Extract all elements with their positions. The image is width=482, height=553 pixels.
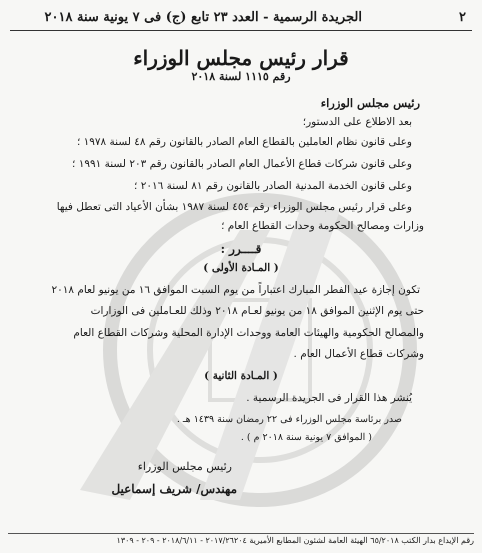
issuer: رئيس مجلس الوزراء: [320, 96, 420, 110]
page-header: [10, 8, 472, 31]
article-2-line: يُنشر هذا القرار فى الجريدة الرسمية .: [246, 392, 412, 404]
preamble-line: وزارات ومصالح الحكومة وحدات القطاع العام ؛: [221, 220, 424, 232]
decree-title: قرار رئيس مجلس الوزراء: [133, 46, 349, 70]
article-1-line: وشركات قطاع الأعمال العام .: [293, 348, 424, 360]
preamble-line: وعلى قرار رئيس مجلس الوزراء رقم ٤٥٤ لسنة ١٩٨٧ بشأن الأعياد التى تعطل فيها: [56, 201, 412, 213]
footer-deposit: [8, 533, 474, 545]
article-2-heading: ( المـادة الثانية ): [204, 370, 278, 382]
issued-date: ( الموافق ٧ يونية سنة ٢٠١٨ م ) .: [240, 432, 372, 443]
signature-name: مهندس/ شريف إسماعيل: [111, 482, 237, 496]
decree-number: رقم ١١١٥ لسنة ٢٠١٨: [191, 70, 291, 83]
signature-role: رئيس مجلس الوزراء: [137, 460, 232, 473]
preamble-line: وعلى قانون نظام العاملين بالقطاع العام الصادر بالقانون رقم ٤٨ لسنة ١٩٧٨ ؛: [76, 136, 412, 148]
gazette-issue: الجريدة الرسمية - العدد ٢٣ تابع (ج) فى ٧ يونية سنة ٢٠١٨: [44, 10, 362, 25]
article-1-heading: ( المـادة الأولى ): [203, 262, 279, 274]
preamble-line: وعلى قانون شركات قطاع الأعمال العام الصادر بالقانون رقم ٢٠٣ لسنة ١٩٩١ ؛: [72, 158, 412, 170]
preamble-line: وعلى قانون الخدمة المدنية الصادر بالقانون رقم ٨١ لسنة ٢٠١٦ ؛: [134, 180, 412, 192]
article-1-line: تكون إجازة عيد الفطر المبارك اعتباراً من يوم السبت الموافق ١٦ من يونيو لعام ٢٠١٨: [51, 284, 420, 296]
preamble-line: بعد الاطلاع على الدستور؛: [302, 116, 412, 128]
article-1-line: والمصالح الحكومية والهيئات العامة ووحدات الإدارة المحلية وشركات القطاع العام: [73, 327, 424, 339]
decided-label: قــــرر :: [220, 242, 262, 256]
footer-text: رقم الإيداع بدار الكتب ٦٥/٢٠١٨ الهيئة العامة لشئون المطابع الأميرية ٢٠١٧/٢٦٢٠٤ - ٢٠١٨/٦/١١ - ٢٠٩ - ١٣٠٩: [116, 536, 474, 545]
page-number: ٢: [459, 10, 466, 25]
article-1-line: حتى يوم الإثنين الموافق ١٨ من يونيو لعـام ٢٠١٨ وذلك للعـاملين فى الوزارات: [90, 305, 424, 317]
issued-line: صدر برئاسة مجلس الوزراء فى ٢٢ رمضان سنة ١٤٣٩ هـ .: [176, 414, 402, 425]
